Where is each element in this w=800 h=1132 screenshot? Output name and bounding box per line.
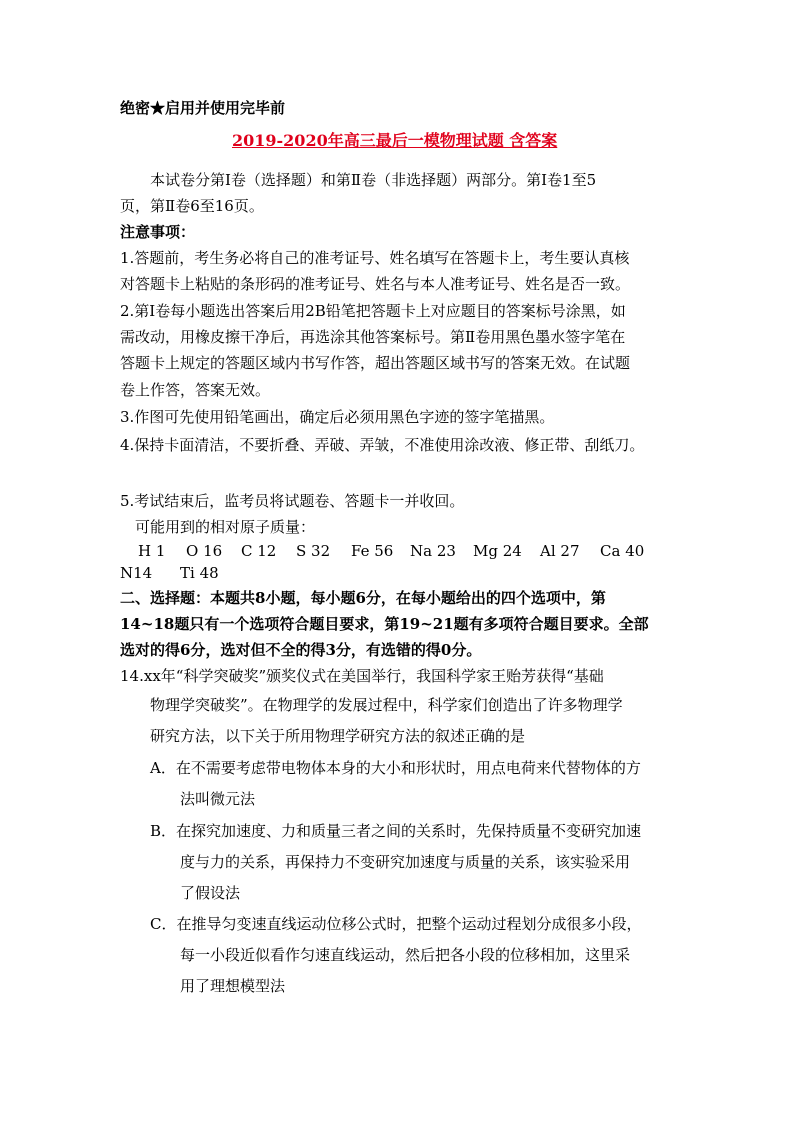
option-a-line-1: A．在不需要考虑带电物体本身的大小和形状时，用点电荷来代替物体的方 xyxy=(150,759,641,777)
element-ti: Ti 48 xyxy=(180,564,219,582)
option-c-line-1: C．在推导匀变速直线运动位移公式时，把整个运动过程划分成很多小段， xyxy=(150,915,642,933)
note-2-line-1: 2.第Ⅰ卷每小题选出答案后用2B铅笔把答题卡上对应题目的答案标号涂黑，如 xyxy=(120,302,626,320)
option-c-line-2: 每一小段近似看作匀速直线运动，然后把各小段的位移相加，这里采 xyxy=(180,946,631,964)
note-2-line-4: 卷上作答，答案无效。 xyxy=(120,381,271,399)
atomic-mass-label: 可能用到的相对原子质量： xyxy=(135,518,316,536)
question-14-line-1: 14.xx年“科学突破奖”颁奖仪式在美国举行，我国科学家王贻芳获得“基础 xyxy=(120,667,604,685)
option-a-line-2: 法叫微元法 xyxy=(180,790,256,808)
note-2-line-2: 需改动，用橡皮擦干净后，再选涂其他答案标号。第Ⅱ卷用黑色墨水签字笔在 xyxy=(120,328,626,346)
option-b-line-1: B．在探究加速度、力和质量三者之间的关系时，先保持质量不变研究加速 xyxy=(150,822,642,840)
note-3: 3.作图可先使用铅笔画出，确定后必须用黑色字迹的签字笔描黑。 xyxy=(120,408,555,426)
note-2-line-3: 答题卡上规定的答题区域内书写作答，超出答题区域书写的答案无效。在试题 xyxy=(120,354,631,372)
element-n: N14 xyxy=(120,564,153,582)
element-s: S 32 xyxy=(296,542,331,560)
note-1-line-2: 对答题卡上粘贴的条形码的准考证号、姓名与本人准考证号、姓名是否一致。 xyxy=(120,275,631,293)
section-2-line-3: 选对的得6分，选对但不全的得3分，有选错的得0分。 xyxy=(120,641,482,659)
element-fe: Fe 56 xyxy=(351,542,394,560)
section-2-line-1: 二、选择题：本题共8小题，每小题6分，在每小题给出的四个选项中，第 xyxy=(120,589,606,607)
question-14-line-3: 研究方法，以下关于所用物理学研究方法的叙述正确的是 xyxy=(150,727,526,745)
element-ca: Ca 40 xyxy=(600,542,645,560)
intro-line-1: 本试卷分第Ⅰ卷（选择题）和第Ⅱ卷（非选择题）两部分。第Ⅰ卷1至5 xyxy=(150,171,597,189)
option-c-line-3: 用了理想模型法 xyxy=(180,977,286,995)
secret-label: 绝密★启用并使用完毕前 xyxy=(120,99,286,117)
note-5: 5.考试结束后，监考员将试题卷、答题卡一并收回。 xyxy=(120,492,465,510)
element-o: O 16 xyxy=(186,542,223,560)
question-14-line-2: 物理学突破奖”。在物理学的发展过程中，科学家们创造出了许多物理学 xyxy=(150,696,623,714)
option-b-line-2: 度与力的关系，再保持力不变研究加速度与质量的关系，该实验采用 xyxy=(180,853,631,871)
notes-heading: 注意事项： xyxy=(120,223,196,241)
note-4: 4.保持卡面清洁，不要折叠、弄破、弄皱，不准使用涂改液、修正带、刮纸刀。 xyxy=(120,436,645,454)
intro-line-2: 页，第Ⅱ卷6至16页。 xyxy=(120,197,264,215)
element-al: Al 27 xyxy=(540,542,580,560)
element-c: C 12 xyxy=(241,542,277,560)
element-h: H 1 xyxy=(138,542,166,560)
element-mg: Mg 24 xyxy=(473,542,522,560)
element-na: Na 23 xyxy=(410,542,456,560)
note-1-line-1: 1.答题前，考生务必将自己的准考证号、姓名填写在答题卡上，考生要认真核 xyxy=(120,249,630,267)
page-title: 2019-2020年高三最后一模物理试题 含答案 xyxy=(232,131,558,150)
section-2-line-2: 14~18题只有一个选项符合题目要求，第19~21题有多项符合题目要求。全部 xyxy=(120,615,649,633)
option-b-line-3: 了假设法 xyxy=(180,884,241,902)
